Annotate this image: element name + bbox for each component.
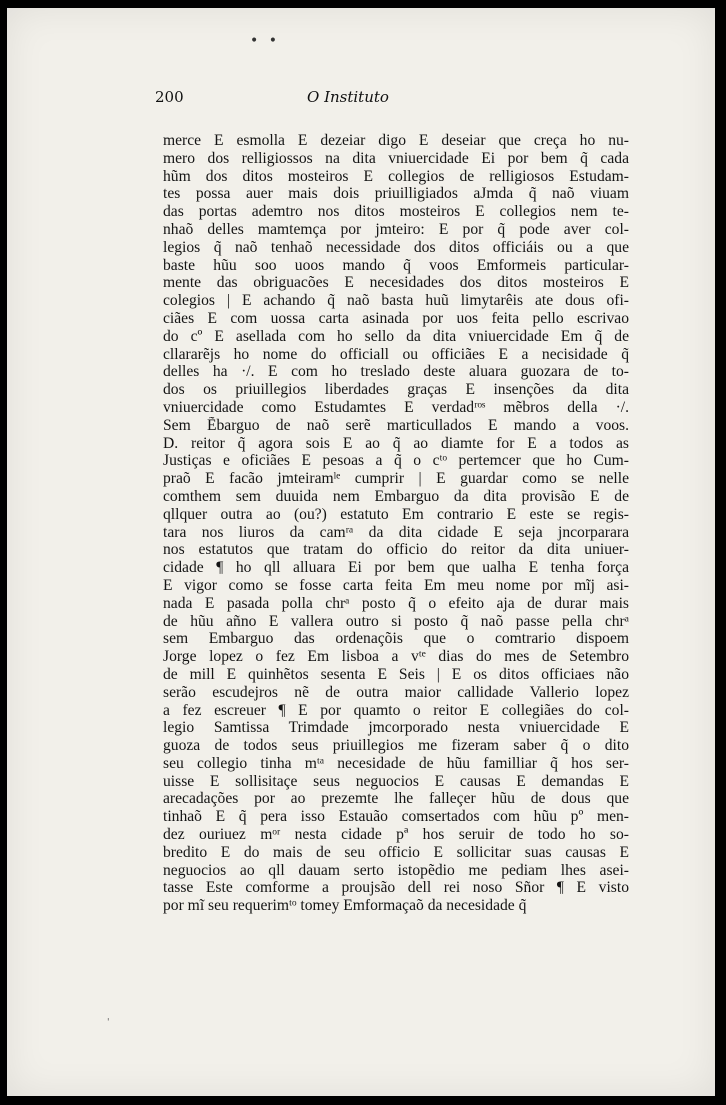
page-header [7,88,715,112]
body-text [163,132,629,915]
text-line: Jorge lopez o fez Em lisboa a vᵗᵉ dias do mes de Setembro [163,648,629,666]
text-line: dez ouriuez mᵒʳ nesta cidade pª hos seruir de todo ho so- [163,826,629,844]
text-line: D. reitor q̃ agora sois E ao q̃ ao diamte for E a todos as [163,434,629,452]
text-line: a fez escreuer ¶ E por quamto o reitor E collegiães do col- [163,701,629,719]
text-line: seu collegio tinha mᵗᵃ necesidade de hũu familliar q̃ hos ser- [163,754,629,772]
page-number: 200 [155,88,184,106]
text-line: legio Samtissa Trimdade jmcorporado nesta vniuercidade E [163,719,629,737]
text-line: nos estatutos que tratam do officio do reitor da dita uniuer- [163,541,629,559]
text-line: neguocios ao qll dauam serto istopẽdio me pediam lhes asei- [163,861,629,879]
text-line: baste hũu soo uoos mando q̃ voos Emformeis particular- [163,256,629,274]
text-line: cllararẽjs ho nome do officiall ou officiães E a necisidade q̃ [163,345,629,363]
text-line: legios q̃ naõ tenhaõ necessidade dos ditos officiáis ou a que [163,238,629,256]
stray-mark: ' [107,1018,110,1028]
text-line: mente das obriguacões E necesidades dos ditos mosteiros E [163,274,629,292]
text-line: tes possa auer mais dois priuilligiados aJmda q̃ naõ viuam [163,185,629,203]
text-line: serão escudejros nẽ de outra maior callidade Vallerio lopez [163,683,629,701]
text-line: tinhaõ E q̃ pera isso Estauão comsertados com hũu pº men- [163,808,629,826]
text-line: arecadações por ao prezemte lhe falleçer hũu de dous que [163,790,629,808]
text-line: E vigor como se fosse carta feita Em meu nome por mĩj asi- [163,576,629,594]
top-ornament: • • [250,33,280,49]
text-line: bredito E do mais de seu officio E sollicitar suas causas E [163,843,629,861]
text-line: colegios | E achando q̃ naõ basta huũ limytarêis ate dous ofi- [163,292,629,310]
text-line: mero dos relligiossos na dita vniuercidade Ei por bem q̃ cada [163,149,629,167]
text-line: tasse Este comforme a proujsão dell rei noso Sñor ¶ E visto [163,879,629,897]
text-line: tara nos liuros da camʳᵃ da dita cidade E seja jncorparara [163,523,629,541]
text-line: delles ha ·/. E com ho treslado deste aluara guozara de to- [163,363,629,381]
text-line: das portas ademtro nos ditos mosteiros E collegios nem te- [163,203,629,221]
text-line: nada E pasada polla chrᵃ posto q̃ o efeito aja de durar mais [163,594,629,612]
text-line: de hũu añno E vallera outro si posto q̃ naõ passe pella chrᵃ [163,612,629,630]
text-line: por mĩ seu requerimᵗᵒ tomey Emformaçaõ da necesidade q̃ [163,897,527,915]
text-line: cidade ¶ ho qll alluara Ei por bem que ualha E tenha força [163,559,629,577]
text-line: guoza de todos seus priuillegios me fizeram saber q̃ o dito [163,737,629,755]
text-line: nhaõ delles mamtemça por jmteiro: E por q̃ pode aver col- [163,220,629,238]
text-line: merce E esmolla E dezeiar digo E deseiar que creça ho nu- [163,132,629,149]
text-line: de mill E quinhẽtos sesenta E Seis | E os ditos officiaes não [163,665,629,683]
text-line: sem Embarguo das ordenaçõis que o comtrario dispoem [163,630,629,648]
text-line: do cº E asellada com ho sello da dita vniuercidade Em q̃ de [163,327,629,345]
running-title: O Instituto [307,88,389,106]
text-line: qllquer outra ao (ou?) estatuto Em contrario E este se regis- [163,505,629,523]
text-line: dos os priuillegios liberdades graças E insenções da dita [163,381,629,399]
text-line: Sem Ẽbarguo de naõ serẽ marticullados E mando a voos. [163,416,629,434]
text-line: comthem sem duuida nem Embarguo da dita provisão E de [163,487,629,505]
document-page [7,8,715,1096]
text-line: vniuercidade como Estudamtes E verdadʳᵒˢ mẽbros della ·/. [163,398,629,416]
text-line: ciães E com uossa carta asinada por uos feita pello escrivao [163,309,629,327]
text-line: uisse E sollisitaçe seus neguocios E causas E demandas E [163,772,629,790]
text-line: Justiças e oficiães E pesoas a q̃ o cᵗᵒ pertemcer que ho Cum- [163,452,629,470]
text-line: hũm dos ditos mosteiros E collegios de relligiosos Estudam- [163,167,629,185]
text-line: praõ E facão jmteiramˡᵉ cumprir | E guardar como se nelle [163,470,629,488]
